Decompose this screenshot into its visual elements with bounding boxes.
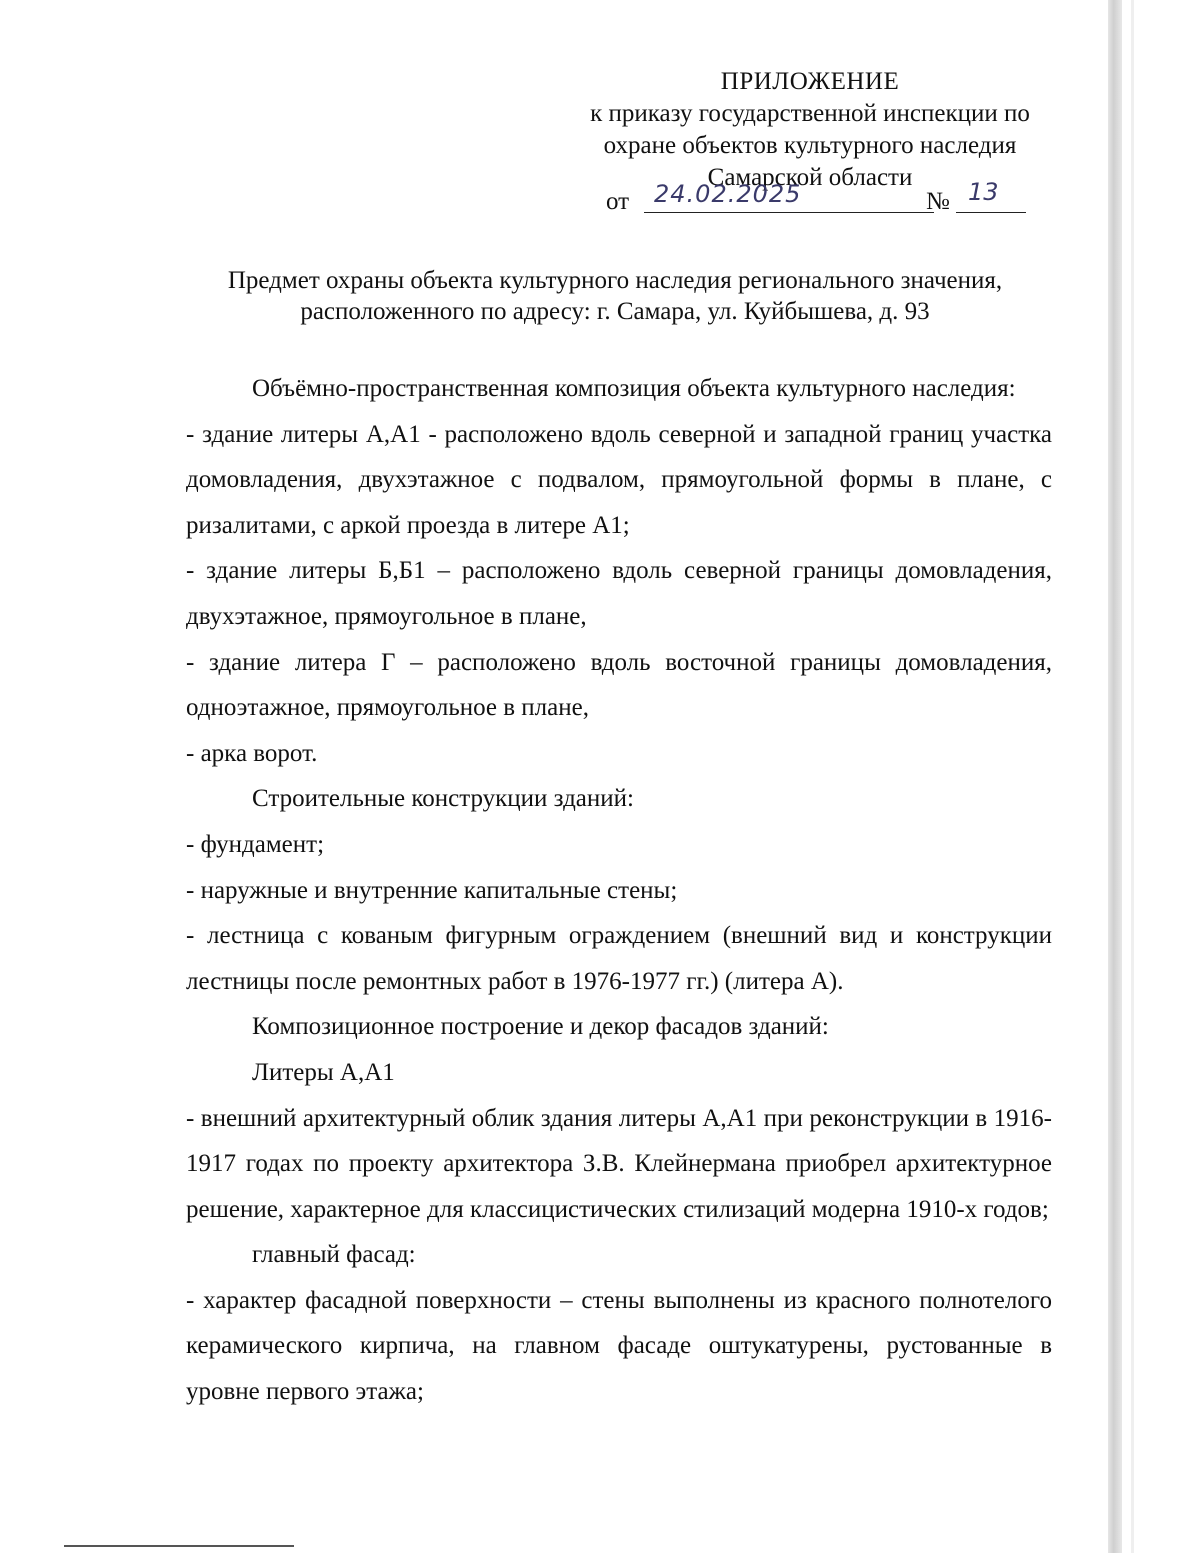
body-paragraph: - фундамент; bbox=[186, 830, 325, 858]
subject-line-2: расположенного по адресу: г. Самара, ул. Куйбышева, д. 93 bbox=[300, 298, 930, 325]
body-paragraph: - арка ворот. bbox=[186, 739, 318, 767]
appendix-title: ПРИЛОЖЕНИЕ bbox=[720, 68, 900, 95]
body-paragraph: - внешний архитектурный облик здания литеры А,А1 при реконструкции в 1916-1917 годах по проекту архитектора З.В. Клейнермана приобрел архитектурное решение, характерное для классицистических стилизаций модерна 1910-х годов; bbox=[186, 1104, 1052, 1223]
body-paragraph: - лестница с кованым фигурным ограждением (внешний вид и конструкции лестницы после ремонтных работ в 1976-1977 гг.) (литера А). bbox=[186, 922, 1052, 995]
document-body bbox=[186, 366, 1052, 1415]
body-paragraph: Объёмно-пространственная композиция объекта культурного наследия: bbox=[252, 375, 1016, 402]
number-label: № bbox=[926, 188, 950, 215]
body-paragraph: - здание литера Г – расположено вдоль восточной границы домовладения, одноэтажное, прямоугольное в плане, bbox=[186, 648, 1052, 722]
body-paragraph: главный фасад: bbox=[252, 1241, 416, 1269]
appendix-line-3: Самарской области bbox=[707, 164, 913, 191]
handwritten-date: 24.02.2025 bbox=[654, 180, 802, 208]
body-paragraph: Композиционное построение и декор фасадов зданий: bbox=[252, 1013, 829, 1041]
footer-rule bbox=[64, 1545, 294, 1547]
handwritten-number: 13 bbox=[968, 178, 999, 206]
scan-edge-line bbox=[1131, 0, 1134, 1553]
document-subject bbox=[150, 265, 1080, 327]
number-underline bbox=[956, 212, 1026, 213]
appendix-line-2: охране объектов культурного наследия bbox=[603, 132, 1017, 159]
body-paragraph: - наружные и внутренние капитальные стены; bbox=[186, 876, 678, 904]
body-paragraph: Строительные конструкции зданий: bbox=[252, 785, 634, 813]
appendix-line-1: к приказу государственной инспекции по bbox=[590, 100, 1030, 127]
body-paragraph: Литеры А,А1 bbox=[252, 1058, 395, 1086]
body-paragraph: - характер фасадной поверхности – стены выполнены из красного полнотелого керамического кирпича, на главном фасаде оштукатурены, рустованные в уровне первого этажа; bbox=[186, 1286, 1052, 1406]
scan-edge-shadow bbox=[1108, 0, 1122, 1553]
date-underline bbox=[644, 212, 934, 213]
order-date-number-row bbox=[606, 178, 1046, 222]
appendix-header bbox=[560, 66, 1060, 194]
body-paragraph: - здание литеры А,А1 - расположено вдоль северной и западной границ участка домовладения, двухэтажное с подвалом, прямоугольной формы в плане, с ризалитами, с аркой проезда в литере А1; bbox=[186, 420, 1052, 539]
subject-line-1: Предмет охраны объекта культурного наследия регионального значения, bbox=[227, 267, 1003, 294]
date-label: от bbox=[606, 188, 630, 215]
body-paragraph: - здание литеры Б,Б1 – расположено вдоль северной границы домовладения, двухэтажное, прямоугольное в плане, bbox=[186, 557, 1052, 630]
